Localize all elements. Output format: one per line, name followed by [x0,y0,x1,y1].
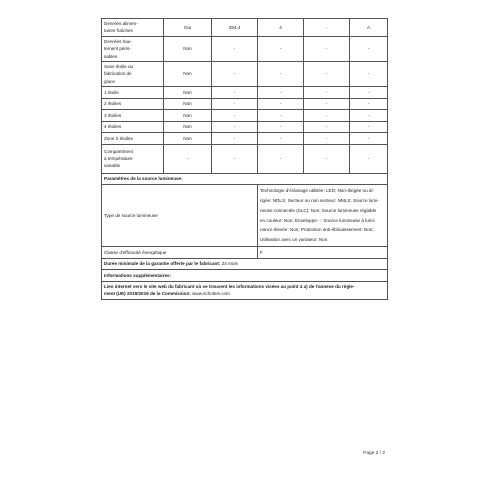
compartment-cell: - [258,121,304,133]
link-row [102,281,388,300]
compartment-name: 4 étoiles [102,121,164,133]
compartment-cell: - [258,110,304,122]
compartment-cell: - [304,36,350,61]
compartment-cell: - [350,133,388,145]
spec-table [101,18,388,300]
compartment-row [102,144,388,173]
compartment-cell: - [350,110,388,122]
compartment-name: Denrées alimen- taires fraîches [102,19,164,37]
compartment-cell: - [350,144,388,173]
compartment-cell: A [350,19,388,37]
compartment-cell: - [304,62,350,87]
compartment-cell: - [304,19,350,37]
compartment-cell: - [212,87,258,99]
compartment-cell: - [350,36,388,61]
compartment-cell: - [212,62,258,87]
light-source-type-value: Technologie d'éclairage utilisée: LED; Non-dirigée ou di- rigée: NDLS; Secteur ou non secteur: NMLS; Source lumi- neuse connectée (SLC): Non; Source lumineuse réglable en couleur: Non; Enveloppe: -; Source lumineuse à lumi- nance élevée: Non; Protection anti-éblouissement: Non; Utilisation avec un variateur: Non [258,185,388,247]
compartment-cell: - [258,62,304,87]
compartment-cell: Non [164,121,212,133]
compartment-cell: 294,4 [212,19,258,37]
compartment-cell: - [212,133,258,145]
page [101,18,387,300]
page-footer: Page 2 / 2 [363,451,385,456]
compartment-row [102,110,388,122]
compartment-cell: 4 [258,19,304,37]
compartment-row [102,87,388,99]
compartment-cell: - [212,121,258,133]
guarantee-value: 24 mois [221,261,238,267]
compartment-cell: - [304,110,350,122]
compartment-cell: - [304,133,350,145]
compartment-row [102,121,388,133]
compartment-row [102,19,388,37]
compartment-cell: - [350,62,388,87]
compartment-cell: Non [164,36,212,61]
compartment-cell: - [350,98,388,110]
compartments-body [102,19,388,174]
compartment-name: 2 étoiles [102,98,164,110]
compartment-cell: - [212,144,258,173]
compartment-cell: - [258,87,304,99]
compartment-cell: - [164,144,212,173]
compartment-cell: - [304,87,350,99]
info-heading: Informations supplémentaires: [102,270,388,282]
compartment-cell: - [304,98,350,110]
compartment-name: 1 étoile [102,87,164,99]
compartment-row [102,98,388,110]
compartment-cell: Non [164,98,212,110]
compartment-row [102,36,388,61]
compartment-name: Zone 2 étoiles [102,133,164,145]
compartment-cell: Oui [164,19,212,37]
compartment-row [102,133,388,145]
compartment-cell: - [212,36,258,61]
compartment-cell: - [304,121,350,133]
compartment-cell: - [258,144,304,173]
link-label: Lien internet vers le site web du fabricant où se trouvent les informations visées au point 4 a) de l'annexe du règle- ment (UE) 2019/2019 de la Commission: [104,283,355,297]
manufacturer-link[interactable]: www.scholtes.com [192,291,230,297]
compartment-row [102,62,388,87]
guarantee-label: Durée minimale de la garantie offerte par le fabricant: [104,261,221,267]
light-source-type-label: Type de source lumineuse [102,185,258,247]
compartment-cell: - [212,110,258,122]
energy-class-label: Classe d'efficacité énergétique [102,247,258,259]
compartment-cell: - [258,133,304,145]
compartment-name: Denrées hau- tement péris- sables [102,36,164,61]
compartment-cell: - [258,98,304,110]
compartment-name: Compartiment à température variable [102,144,164,173]
energy-class-value: F [258,247,388,259]
light-source-heading: Paramètres de la source lumineuse: [102,173,388,185]
compartment-cell: Non [164,62,212,87]
guarantee-row [102,258,388,270]
compartment-cell: Non [164,87,212,99]
compartment-name: Sans étoile ou fabrication de glace [102,62,164,87]
compartment-cell: - [350,87,388,99]
compartment-cell: - [350,121,388,133]
compartment-cell: Non [164,110,212,122]
compartment-cell: - [212,98,258,110]
compartment-cell: - [258,36,304,61]
compartment-name: 3 étoiles [102,110,164,122]
compartment-cell: - [304,144,350,173]
compartment-cell: Non [164,133,212,145]
